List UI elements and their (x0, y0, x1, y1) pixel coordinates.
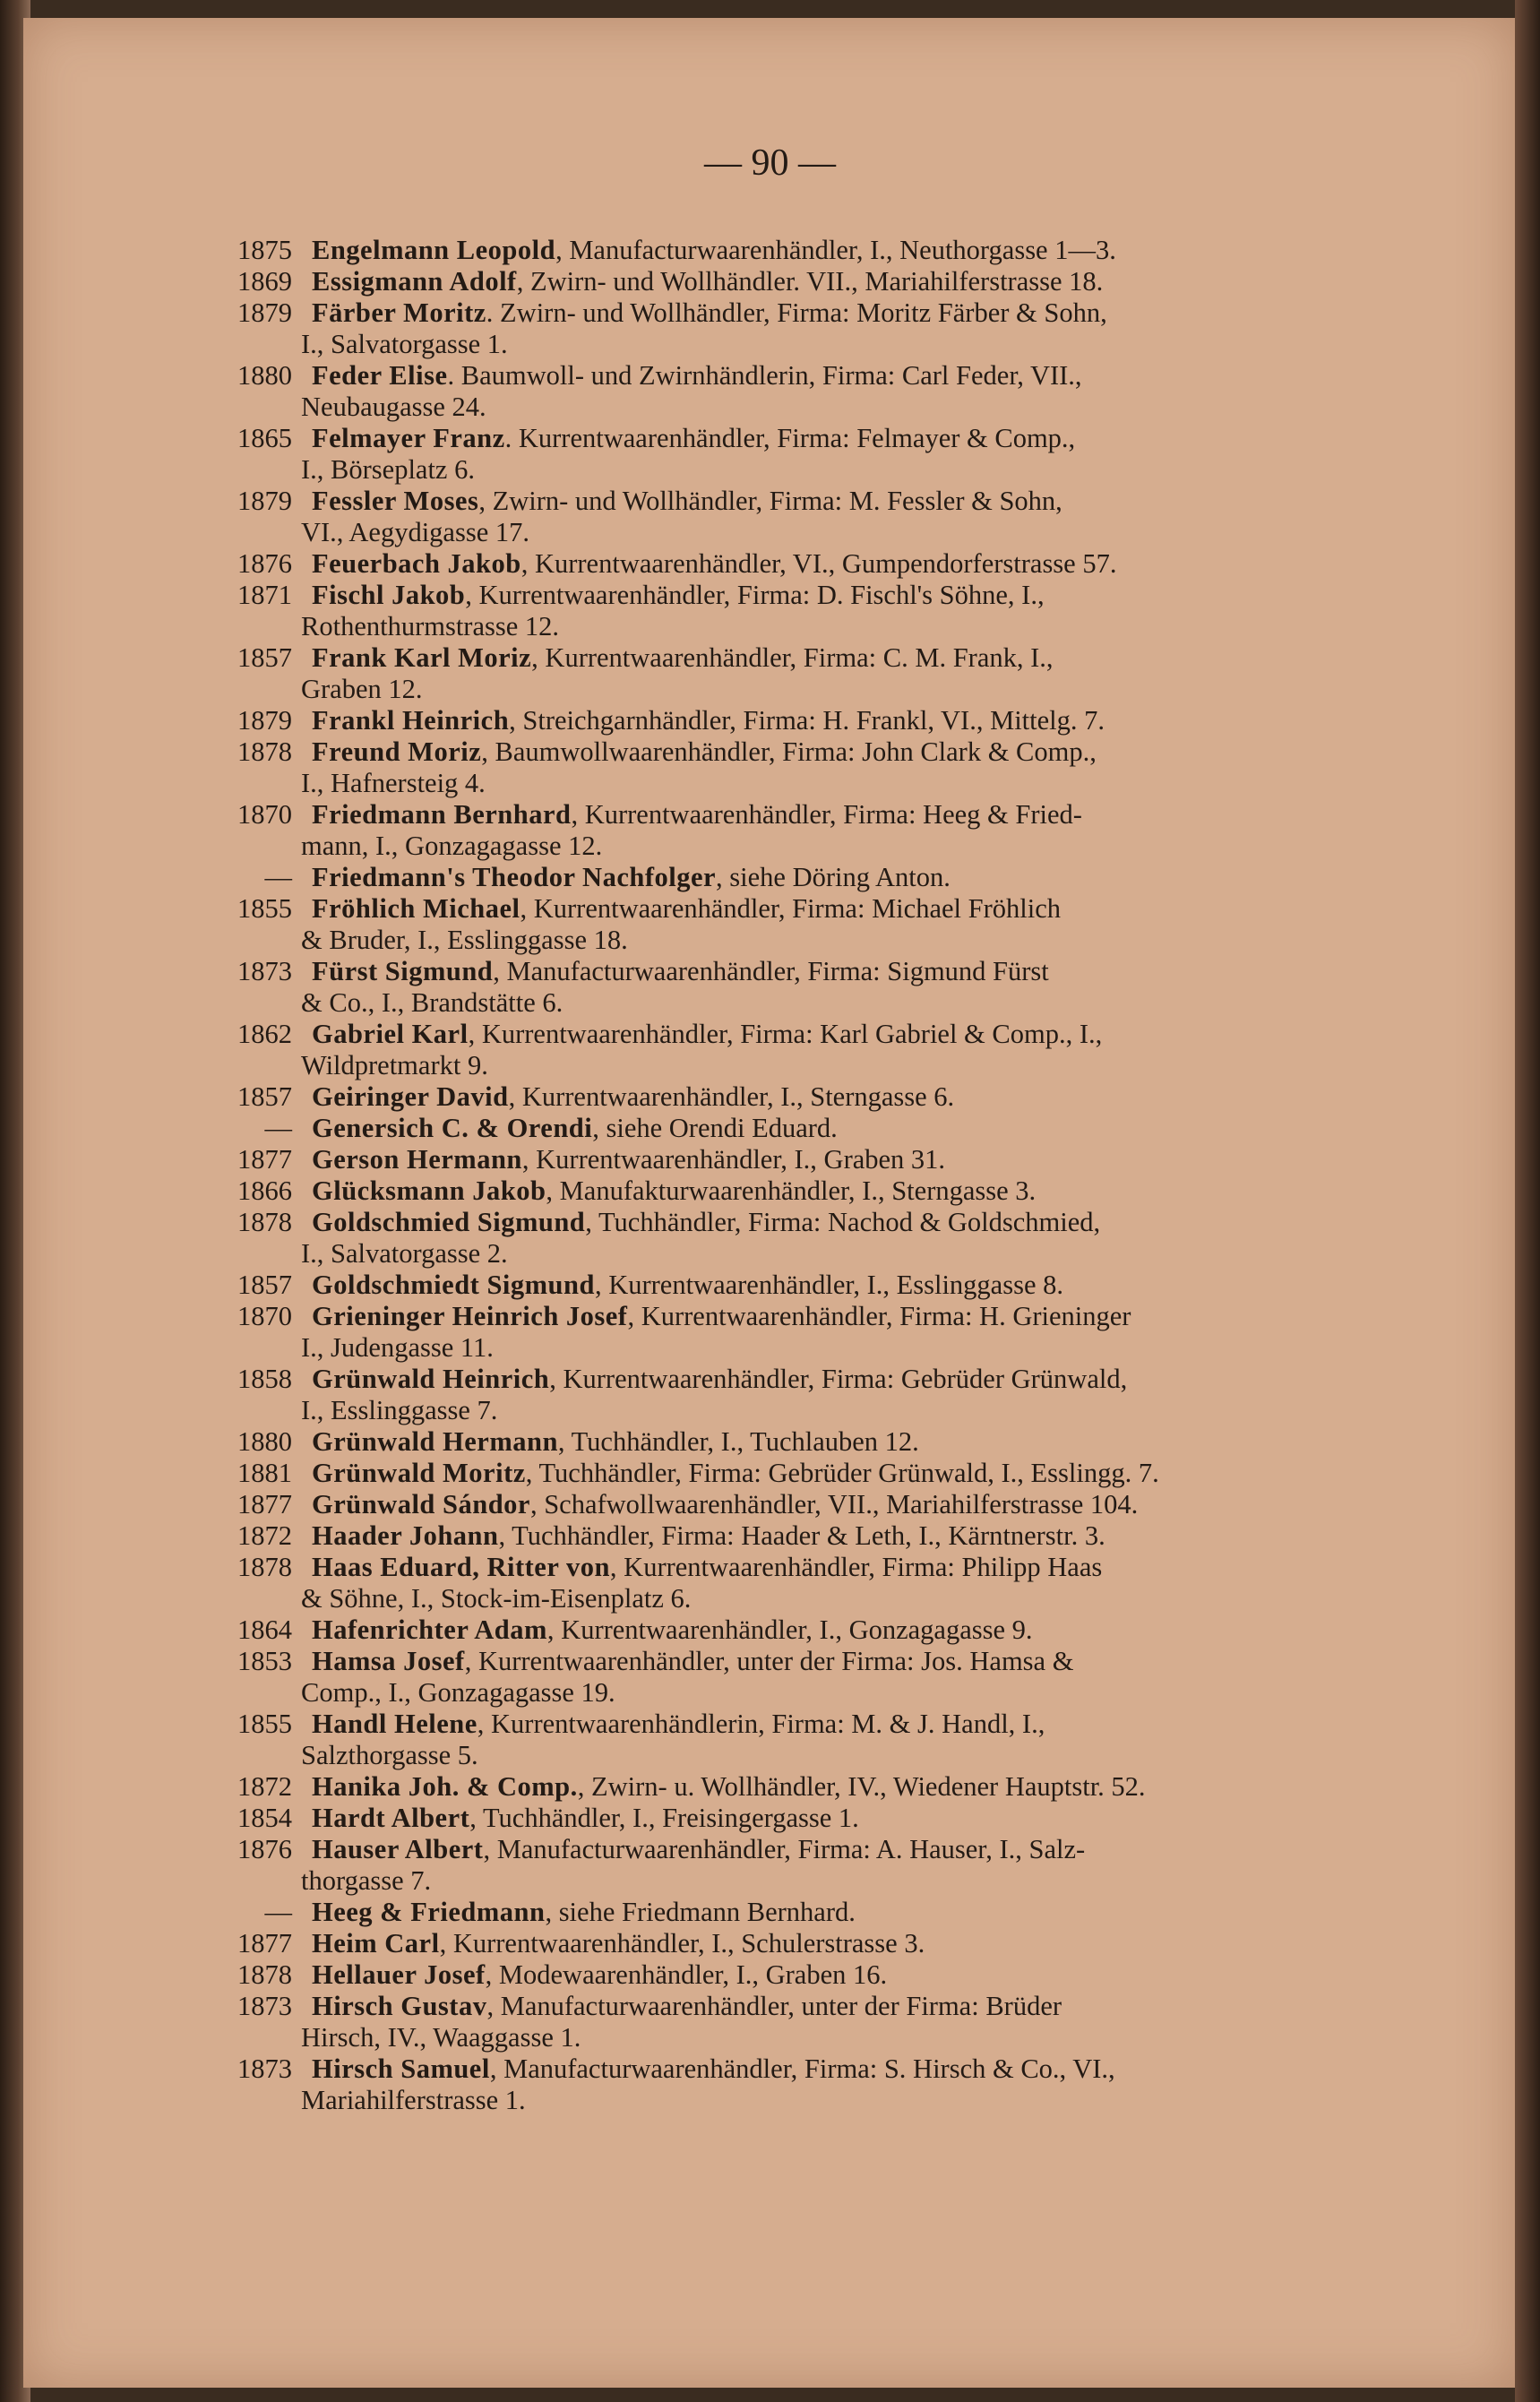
directory-entry (202, 1019, 1394, 1050)
entry-year: 1853 (237, 1646, 292, 1676)
entry-name: Fürst Sigmund (312, 956, 494, 986)
entry-description: , Zwirn- u. Wollhändler, IV., Wiedener Hauptstr. 52. (577, 1771, 1146, 1802)
entry-year: 1864 (237, 1614, 292, 1645)
entry-description: , Tuchhändler, Firma: Gebrüder Grünwald, I., Esslingg. 7. (525, 1458, 1159, 1488)
directory-entry (202, 548, 1394, 580)
entry-year: 1876 (237, 548, 292, 579)
entry-year: 1870 (237, 799, 292, 830)
directory-entry (202, 1803, 1394, 1834)
entry-continuation: thorgasse 7. (301, 1865, 432, 1896)
entry-continuation: Graben 12. (301, 674, 423, 704)
entry-continuation-row (202, 1740, 1394, 1771)
entry-description: , Manufacturwaarenhändler, Firma: A. Hauser, I., Salz- (483, 1834, 1086, 1864)
entry-name: Hirsch Samuel (312, 2053, 490, 2084)
entry-year: — (264, 862, 292, 892)
entry-continuation: Salzthorgasse 5. (301, 1740, 478, 1770)
entry-year: 1877 (237, 1489, 292, 1520)
entry-description: , Kurrentwaarenhändler, I., Esslinggasse 8. (594, 1270, 1063, 1300)
entry-text (312, 1301, 1394, 1332)
entry-description: . Baumwoll- und Zwirnhändlerin, Firma: Carl Feder, VII., (447, 360, 1082, 391)
entry-description: , Kurrentwaarenhändler, I., Graben 31. (521, 1144, 946, 1175)
entry-year: 1854 (237, 1803, 292, 1833)
entry-description: . Zwirn- und Wollhändler, Firma: Moritz Färber & Sohn, (486, 297, 1107, 328)
directory-entry (202, 1489, 1394, 1520)
entry-description: , Tuchhändler, I., Freisingergasse 1. (469, 1803, 859, 1833)
entry-text (312, 1614, 1394, 1646)
entry-name: Haas Eduard, Ritter von (312, 1552, 610, 1582)
entry-year: 1875 (237, 235, 292, 265)
entry-name: Fessler Moses (312, 486, 479, 516)
entry-year: 1873 (237, 1991, 292, 2021)
entry-description: , Kurrentwaarenhändler, unter der Firma: Jos. Hamsa & (464, 1646, 1074, 1676)
entry-text (312, 1081, 1394, 1113)
entry-year: 1872 (237, 1520, 292, 1551)
directory-entry (202, 799, 1394, 831)
entry-description: , Manufacturwaarenhändler, Firma: Sigmund Fürst (493, 956, 1049, 986)
entry-text (312, 1803, 1394, 1834)
entry-year: 1873 (237, 956, 292, 986)
entry-continuation: Neubaugasse 24. (301, 392, 486, 422)
directory-entry (202, 1646, 1394, 1677)
entry-text (312, 642, 1394, 674)
directory-entry (202, 486, 1394, 517)
entry-text (312, 1771, 1394, 1803)
entry-continuation-row (202, 1395, 1394, 1426)
directory-entry (202, 1834, 1394, 1865)
entry-continuation-row (202, 674, 1394, 705)
entry-description: , Kurrentwaarenhändler, Firma: Gebrüder Grünwald, (549, 1364, 1128, 1394)
entry-description: , siehe Orendi Eduard. (592, 1113, 838, 1143)
entry-description: , Manufacturwaarenhändler, I., Neuthorgasse 1—3. (555, 235, 1116, 265)
entry-description: , Schafwollwaarenhändler, VII., Mariahilferstrasse 104. (529, 1489, 1139, 1520)
entry-year: 1866 (237, 1175, 292, 1206)
entry-year: 1879 (237, 297, 292, 328)
directory-entry (202, 1081, 1394, 1113)
directory-entry (202, 1175, 1394, 1207)
entry-continuation-row (202, 392, 1394, 423)
entry-continuation: Rothenthurmstrasse 12. (301, 611, 560, 641)
directory-entry (202, 1458, 1394, 1489)
entry-text (312, 799, 1394, 831)
entry-year: 1855 (237, 1709, 292, 1739)
directory-entry (202, 1897, 1394, 1928)
entry-name: Hellauer Josef (312, 1959, 486, 1990)
entry-text (312, 1897, 1394, 1928)
entry-year: 1855 (237, 893, 292, 924)
entry-text (312, 235, 1394, 266)
entry-continuation-row (202, 831, 1394, 862)
entry-name: Feuerbach Jakob (312, 548, 521, 579)
entry-text (312, 1144, 1394, 1175)
entry-continuation: I., Salvatorgasse 1. (301, 329, 508, 359)
entry-text (312, 266, 1394, 297)
entry-name: Freund Moriz (312, 736, 482, 767)
entry-name: Feder Elise (312, 360, 448, 391)
entry-year: 1865 (237, 423, 292, 453)
entry-year: 1871 (237, 580, 292, 610)
entry-name: Hanika Joh. & Comp. (312, 1771, 578, 1802)
entry-text (312, 1959, 1394, 1991)
entry-year: 1881 (237, 1458, 292, 1488)
entry-continuation-row (202, 1238, 1394, 1270)
entry-description: , siehe Friedmann Bernhard. (545, 1897, 856, 1927)
entry-continuation-row (202, 1865, 1394, 1897)
entry-name: Fröhlich Michael (312, 893, 521, 924)
entry-continuation-row (202, 768, 1394, 799)
entry-text (312, 893, 1394, 925)
directory-entry (202, 642, 1394, 674)
directory-entry (202, 1928, 1394, 1959)
entry-name: Gabriel Karl (312, 1019, 469, 1049)
directory-entry (202, 862, 1394, 893)
entry-year: 1857 (237, 1270, 292, 1300)
entry-name: Haader Johann (312, 1520, 499, 1551)
directory-entry (202, 705, 1394, 736)
entry-text (312, 1175, 1394, 1207)
entry-text (312, 705, 1394, 736)
entry-description: . Kurrentwaarenhändler, Firma: Felmayer & Comp., (504, 423, 1076, 453)
entry-name: Genersich C. & Orendi (312, 1113, 593, 1143)
entry-text (312, 548, 1394, 580)
entry-description: , Kurrentwaarenhändler, Firma: Michael Fröhlich (520, 893, 1061, 924)
directory-entry (202, 1144, 1394, 1175)
entry-continuation-row (202, 454, 1394, 486)
entry-text (312, 1991, 1394, 2022)
entry-name: Gerson Hermann (312, 1144, 522, 1175)
entry-name: Hardt Albert (312, 1803, 470, 1833)
entry-text (312, 1709, 1394, 1740)
entry-name: Färber Moritz (312, 297, 486, 328)
entry-description: , Kurrentwaarenhändler, Firma: Heeg & Fried- (571, 799, 1082, 830)
entry-year: 1858 (237, 1364, 292, 1394)
entry-name: Hauser Albert (312, 1834, 484, 1864)
entry-description: , Modewaarenhändler, I., Graben 16. (485, 1959, 888, 1990)
entry-year: 1880 (237, 360, 292, 391)
entry-continuation-row (202, 329, 1394, 360)
entry-description: , Zwirn- und Wollhändler. VII., Mariahilferstrasse 18. (516, 266, 1104, 297)
directory-entry (202, 2053, 1394, 2085)
entry-name: Friedmann's Theodor Nachfolger (312, 862, 717, 892)
entry-year: 1862 (237, 1019, 292, 1049)
directory-list (202, 235, 1394, 2116)
entry-year: 1872 (237, 1771, 292, 1802)
entry-continuation: I., Hafnersteig 4. (301, 768, 486, 798)
entry-year: 1878 (237, 1207, 292, 1237)
entry-name: Felmayer Franz (312, 423, 505, 453)
directory-entry (202, 580, 1394, 611)
entry-year: 1857 (237, 642, 292, 673)
entry-description: , Kurrentwaarenhändler, I., Schulerstrasse 3. (439, 1928, 925, 1959)
entry-continuation: & Bruder, I., Esslinggasse 18. (301, 925, 628, 955)
entry-continuation: I., Salvatorgasse 2. (301, 1238, 508, 1269)
entry-text (312, 1834, 1394, 1865)
directory-entry (202, 1270, 1394, 1301)
directory-entry (202, 956, 1394, 987)
entry-description: , Kurrentwaarenhändler, Firma: H. Grieninger (627, 1301, 1131, 1331)
entry-description: , Tuchhändler, I., Tuchlauben 12. (557, 1426, 919, 1457)
entry-continuation: Hirsch, IV., Waaggasse 1. (301, 2022, 581, 2053)
entry-year: 1878 (237, 736, 292, 767)
entry-text (312, 423, 1394, 454)
entry-name: Grünwald Sándor (312, 1489, 530, 1520)
entry-text (312, 360, 1394, 392)
entry-text (312, 1364, 1394, 1395)
entry-year: 1857 (237, 1081, 292, 1112)
entry-description: , Kurrentwaarenhändler, VI., Gumpendorferstrasse 57. (521, 548, 1117, 579)
entry-name: Heim Carl (312, 1928, 440, 1959)
entry-continuation: & Co., I., Brandstätte 6. (301, 987, 564, 1018)
entry-description: , Streichgarnhändler, Firma: H. Frankl, VI., Mittelg. 7. (509, 705, 1106, 736)
entry-text (312, 1552, 1394, 1583)
entry-continuation: mann, I., Gonzagagasse 12. (301, 831, 603, 861)
directory-entry (202, 1709, 1394, 1740)
entry-name: Frankl Heinrich (312, 705, 510, 736)
entry-text (312, 580, 1394, 611)
entry-description: , siehe Döring Anton. (716, 862, 951, 892)
entry-continuation-row (202, 611, 1394, 642)
entry-name: Frank Karl Moriz (312, 642, 532, 673)
entry-description: , Baumwollwaarenhändler, Firma: John Clark & Comp., (481, 736, 1097, 767)
entry-year: 1876 (237, 1834, 292, 1864)
entry-name: Hamsa Josef (312, 1646, 465, 1676)
entry-year: — (264, 1897, 292, 1927)
directory-entry (202, 235, 1394, 266)
entry-description: , Kurrentwaarenhändlerin, Firma: M. & J. Handl, I., (477, 1709, 1045, 1739)
entry-name: Engelmann Leopold (312, 235, 556, 265)
entry-text (312, 2053, 1394, 2085)
entry-description: , Kurrentwaarenhändler, Firma: Philipp Haas (609, 1552, 1103, 1582)
entry-text (312, 956, 1394, 987)
entry-year: 1879 (237, 705, 292, 736)
entry-description: , Tuchhändler, Firma: Haader & Leth, I., Kärntnerstr. 3. (498, 1520, 1106, 1551)
page-number: — 90 — (704, 142, 836, 184)
entry-name: Heeg & Friedmann (312, 1897, 546, 1927)
entry-text (312, 1646, 1394, 1677)
entry-continuation-row (202, 1050, 1394, 1081)
entry-continuation-row (202, 987, 1394, 1019)
directory-entry (202, 1113, 1394, 1144)
directory-entry (202, 1614, 1394, 1646)
directory-entry (202, 1552, 1394, 1583)
entry-text (312, 1113, 1394, 1144)
entry-description: , Kurrentwaarenhändler, I., Sterngasse 6. (508, 1081, 955, 1112)
entry-continuation-row (202, 2085, 1394, 2116)
directory-entry (202, 360, 1394, 392)
entry-continuation: I., Judengasse 11. (301, 1332, 494, 1363)
entry-name: Goldschmiedt Sigmund (312, 1270, 595, 1300)
entry-description: , Zwirn- und Wollhändler, Firma: M. Fessler & Sohn, (478, 486, 1063, 516)
entry-description: , Tuchhändler, Firma: Nachod & Goldschmied, (585, 1207, 1101, 1237)
entry-name: Grünwald Heinrich (312, 1364, 550, 1394)
entry-year: 1879 (237, 486, 292, 516)
entry-text (312, 1489, 1394, 1520)
entry-continuation: I., Börseplatz 6. (301, 454, 475, 485)
entry-name: Grieninger Heinrich Josef (312, 1301, 628, 1331)
directory-entry (202, 1771, 1394, 1803)
entry-year: 1873 (237, 2053, 292, 2084)
entry-name: Grünwald Hermann (312, 1426, 558, 1457)
entry-continuation-row (202, 2022, 1394, 2053)
entry-name: Hirsch Gustav (312, 1991, 487, 2021)
entry-text (312, 1458, 1394, 1489)
entry-text (312, 1426, 1394, 1458)
entry-description: , Kurrentwaarenhändler, Firma: D. Fischl's Söhne, I., (465, 580, 1045, 610)
entry-year: 1878 (237, 1552, 292, 1582)
directory-entry (202, 1301, 1394, 1332)
directory-entry (202, 266, 1394, 297)
directory-entry (202, 423, 1394, 454)
entry-description: , Manufakturwaarenhändler, I., Sterngasse 3. (546, 1175, 1037, 1206)
entry-text (312, 1019, 1394, 1050)
directory-entry (202, 297, 1394, 329)
entry-year: 1878 (237, 1959, 292, 1990)
entry-continuation: I., Esslinggasse 7. (301, 1395, 498, 1425)
entry-year: 1877 (237, 1928, 292, 1959)
entry-text (312, 1520, 1394, 1552)
entry-text (312, 1928, 1394, 1959)
directory-entry (202, 1991, 1394, 2022)
entry-year: — (264, 1113, 292, 1143)
entry-text (312, 736, 1394, 768)
entry-text (312, 1270, 1394, 1301)
directory-entry (202, 1426, 1394, 1458)
entry-name: Goldschmied Sigmund (312, 1207, 586, 1237)
entry-continuation-row (202, 517, 1394, 548)
entry-continuation: VI., Aegydigasse 17. (301, 517, 529, 547)
entry-text (312, 1207, 1394, 1238)
entry-year: 1870 (237, 1301, 292, 1331)
entry-description: , Kurrentwaarenhändler, Firma: C. M. Frank, I., (531, 642, 1054, 673)
page-edge (1515, 0, 1540, 2402)
entry-continuation: Wildpretmarkt 9. (301, 1050, 488, 1080)
entry-continuation-row (202, 1677, 1394, 1709)
entry-name: Essigmann Adolf (312, 266, 517, 297)
entry-text (312, 297, 1394, 329)
entry-description: , Manufacturwaarenhändler, Firma: S. Hirsch & Co., VI., (489, 2053, 1115, 2084)
entry-text (312, 862, 1394, 893)
entry-description: , Kurrentwaarenhändler, I., Gonzagagasse 9. (546, 1614, 1033, 1645)
directory-entry (202, 1207, 1394, 1238)
entry-name: Geiringer David (312, 1081, 509, 1112)
entry-year: 1877 (237, 1144, 292, 1175)
entry-continuation-row (202, 925, 1394, 956)
entry-description: , Kurrentwaarenhändler, Firma: Karl Gabriel & Comp., I., (468, 1019, 1103, 1049)
entry-continuation-row (202, 1332, 1394, 1364)
entry-continuation: & Söhne, I., Stock-im-Eisenplatz 6. (301, 1583, 692, 1614)
entry-name: Glücksmann Jakob (312, 1175, 546, 1206)
directory-entry (202, 1959, 1394, 1991)
directory-entry (202, 736, 1394, 768)
entry-name: Friedmann Bernhard (312, 799, 572, 830)
entry-continuation: Comp., I., Gonzagagasse 19. (301, 1677, 615, 1708)
entry-continuation-row (202, 1583, 1394, 1614)
entry-year: 1880 (237, 1426, 292, 1457)
entry-description: , Manufacturwaarenhändler, unter der Firma: Brüder (486, 1991, 1063, 2021)
entry-year: 1869 (237, 266, 292, 297)
entry-name: Hafenrichter Adam (312, 1614, 547, 1645)
directory-entry (202, 893, 1394, 925)
directory-entry (202, 1520, 1394, 1552)
entry-name: Grünwald Moritz (312, 1458, 526, 1488)
entry-text (312, 486, 1394, 517)
entry-name: Fischl Jakob (312, 580, 466, 610)
directory-entry (202, 1364, 1394, 1395)
entry-continuation: Mariahilferstrasse 1. (301, 2085, 526, 2115)
entry-name: Handl Helene (312, 1709, 477, 1739)
